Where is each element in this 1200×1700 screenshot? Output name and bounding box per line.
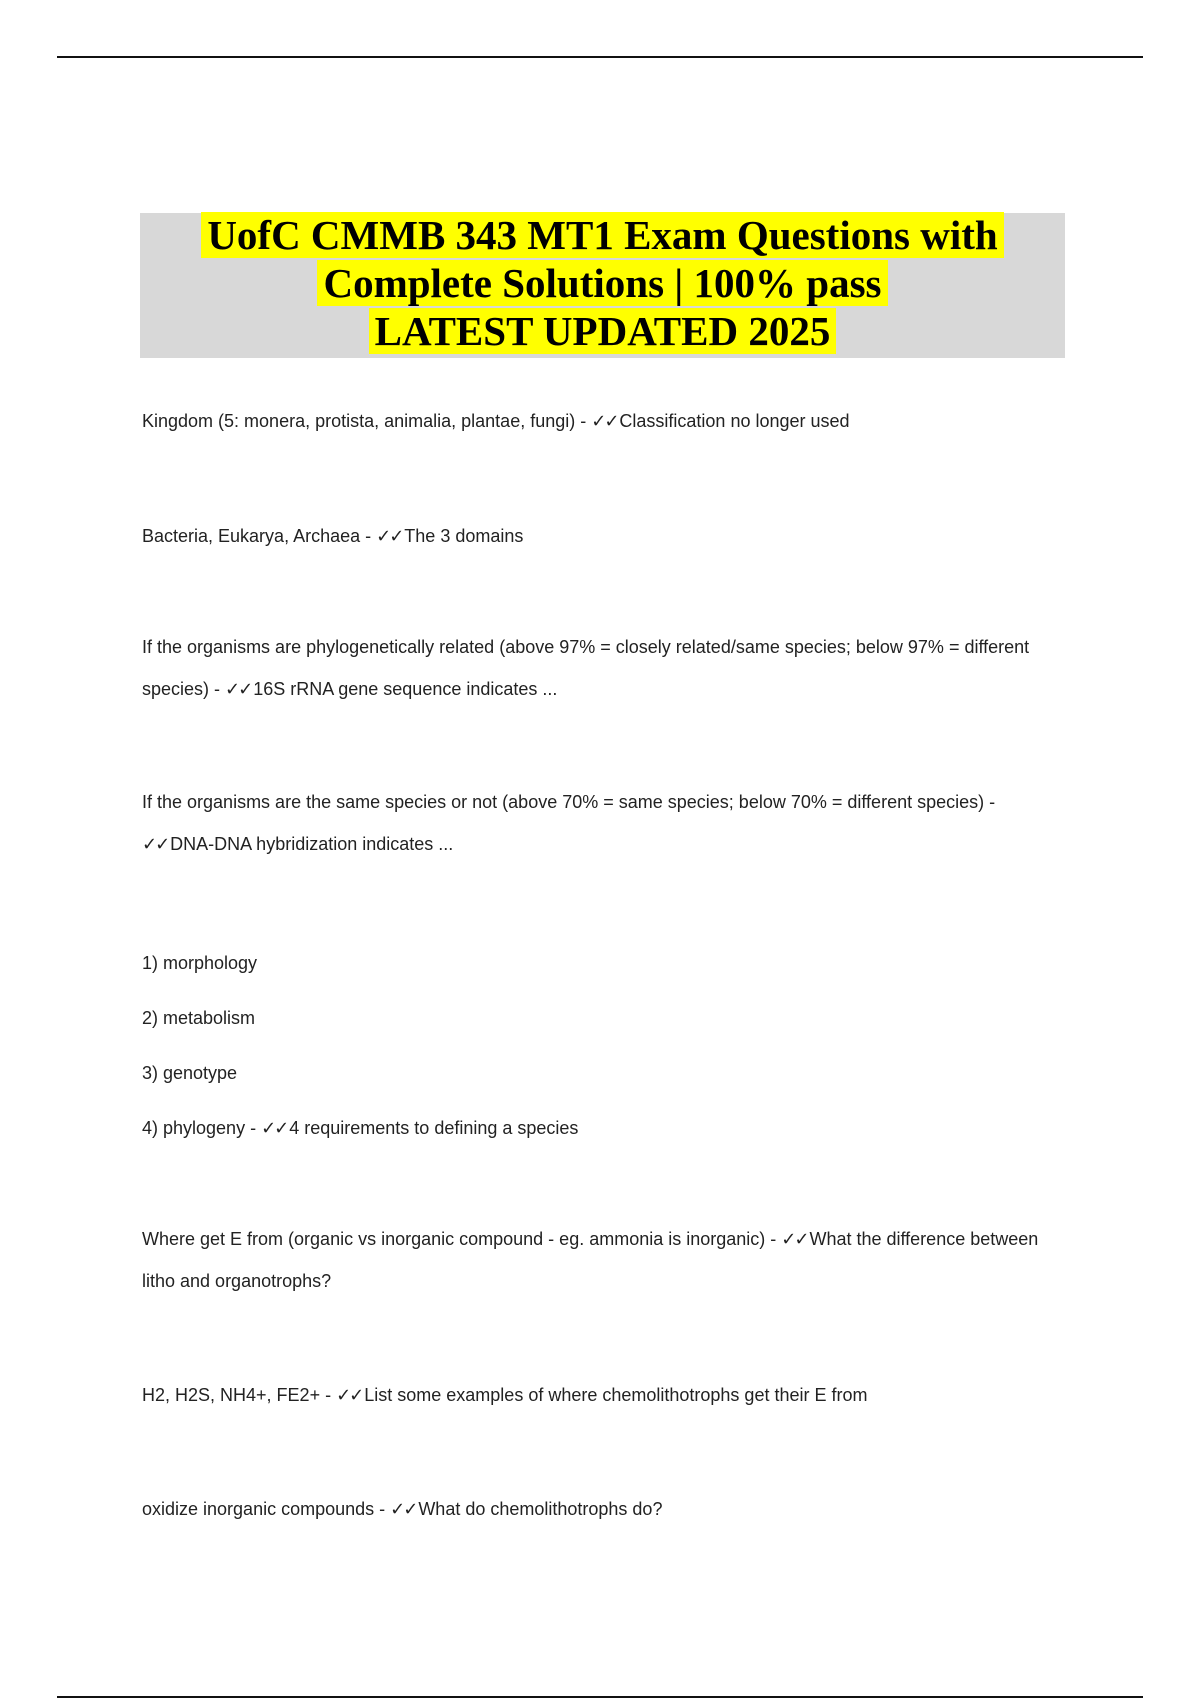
requirement-line: 2) metabolism (142, 1008, 256, 1028)
qa-answer: DNA-DNA hybridization indicates ... (170, 834, 454, 854)
qa-answer: Classification no longer used (619, 411, 850, 431)
qa-term: Bacteria, Eukarya, Archaea (142, 526, 361, 546)
qa-term: Where get E from (organic vs inorganic compound - eg. ammonia is inorganic) (142, 1229, 766, 1249)
qa-item: oxidize inorganic compounds - ✓✓ What do chemolithotrophs do? (142, 1499, 663, 1519)
double-check-icon: ✓✓ (781, 1229, 808, 1249)
document-title (140, 211, 1065, 355)
qa-item: Kingdom (5: monera, protista, animalia, plantae, fungi) - ✓✓ Classification no longer used (142, 411, 850, 431)
qa-answer: List some examples of where chemolithotrophs get their E from (364, 1385, 868, 1405)
double-check-icon: ✓✓ (336, 1385, 363, 1405)
bottom-rule (57, 1696, 1143, 1698)
qa-item: 1) morphology 2) metabolism 3) genotype 4) phylogeny - ✓✓ 4 requirements to defining a species (142, 936, 1062, 1156)
qa-term: oxidize inorganic compounds (142, 1499, 375, 1519)
qa-term: If the organisms are phylogenetically related (above 97% = closely related/same species; below 97% = different species) (142, 637, 1030, 699)
qa-term: If the organisms are the same species or not (above 70% = same species; below 70% = different species) (142, 792, 985, 812)
qa-item: If the organisms are the same species or not (above 70% = same species; below 70% = different species) - ✓✓ DNA-DNA hybridization indicates ... (142, 792, 996, 854)
qa-item: H2, H2S, NH4+, FE2+ - ✓✓ List some examples of where chemolithotrophs get their E from (142, 1385, 868, 1405)
top-rule (57, 56, 1143, 58)
qa-answer: What the difference between litho and organotrophs? (142, 1229, 1039, 1291)
requirement-line: 4) phylogeny (142, 1118, 246, 1138)
qa-item: Bacteria, Eukarya, Archaea - ✓✓ The 3 domains (142, 526, 524, 546)
requirement-line: 3) genotype (142, 1063, 238, 1083)
qa-item: Where get E from (organic vs inorganic compound - eg. ammonia is inorganic) - ✓✓ What the difference between litho and organotrophs? (142, 1229, 1039, 1291)
double-check-icon: ✓✓ (376, 526, 403, 546)
title-line-1: UofC CMMB 343 MT1 Exam Questions with (201, 212, 1003, 258)
double-check-icon: ✓✓ (142, 834, 169, 854)
double-check-icon: ✓✓ (390, 1499, 417, 1519)
title-line-2: Complete Solutions | 100% pass (317, 260, 887, 306)
qa-answer: 16S rRNA gene sequence indicates ... (253, 679, 558, 699)
qa-term: Kingdom (5: monera, protista, animalia, plantae, fungi) (142, 411, 576, 431)
qa-answer: The 3 domains (404, 526, 524, 546)
qa-answer: 4 requirements to defining a species (289, 1118, 579, 1138)
qa-term: H2, H2S, NH4+, FE2+ (142, 1385, 321, 1405)
double-check-icon: ✓✓ (261, 1118, 288, 1138)
title-line-3: LATEST UPDATED 2025 (369, 308, 837, 354)
requirement-line: 1) morphology (142, 953, 258, 973)
double-check-icon: ✓✓ (225, 679, 252, 699)
qa-answer: What do chemolithotrophs do? (418, 1499, 663, 1519)
double-check-icon: ✓✓ (591, 411, 618, 431)
qa-item: If the organisms are phylogenetically related (above 97% = closely related/same species; below 97% = different species) - ✓✓ 16S rRNA gene sequence indicates ... (142, 637, 1030, 699)
